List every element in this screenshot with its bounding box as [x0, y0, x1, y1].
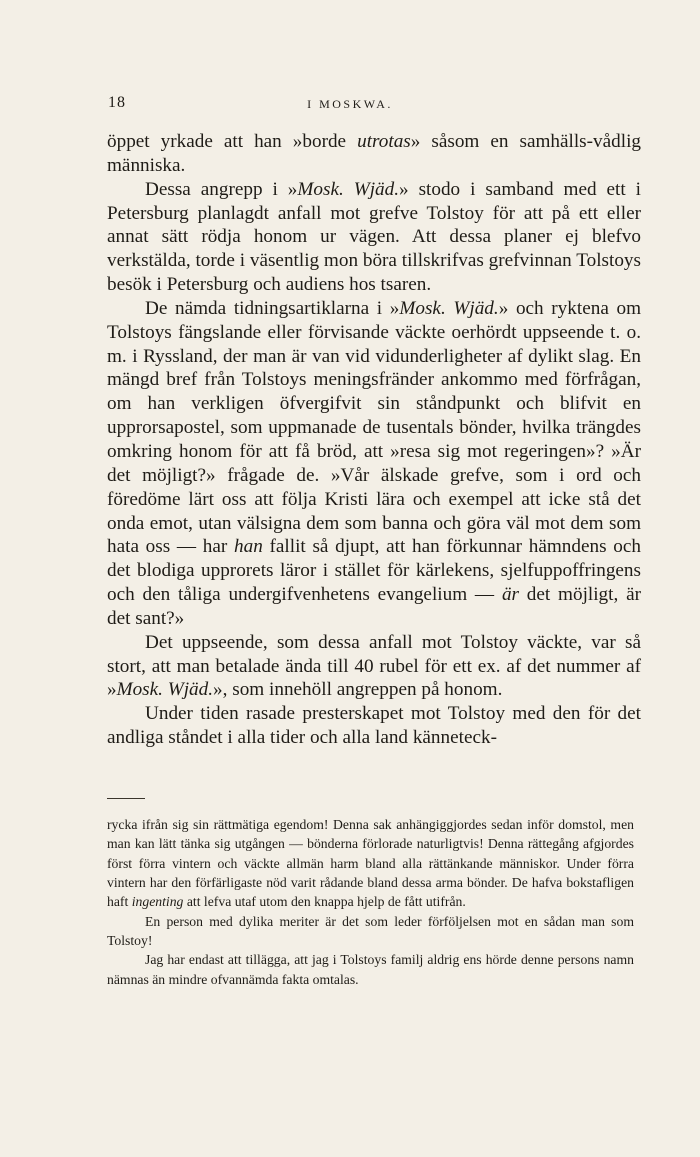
paragraph-3-text-c: fallit så djupt, att han förkunnar hämndens och det blodiga upprorets läror i stället för kärlekens, sjelfuppoffringens och den tåliga undergifvenhetens evangelium —	[107, 536, 641, 606]
paragraph-3-italic-1: Mosk. Wjäd.	[399, 297, 499, 319]
footnote-2: En person med dylika meriter är det som leder förföljelsen mot en sådan man som Tolstoy!	[107, 913, 634, 949]
footnote-1	[107, 815, 634, 912]
paragraph-5	[107, 702, 641, 750]
paragraph-1-text-a: öppet yrkade att han »borde	[107, 131, 358, 152]
page-number: 18	[108, 94, 126, 111]
paragraph-2-text-a: Dessa angrepp i »	[145, 178, 298, 200]
paragraph-1-italic-1: utrotas	[357, 131, 411, 152]
paragraph-4	[107, 631, 641, 703]
paragraph-4-italic-1: Mosk. Wjäd.	[116, 679, 214, 701]
paragraph-3-text-b: » och ryktena om Tolstoys fängslande eller förvisande väckte oerhördt uppseende t. o. m. i Ryssland, der man är van vid vidunderligheter af dylikt slag. En mängd bref från Tolstoys meningsfränder ankommo med förfrågan, om han verkligen öfvergifvit sin ståndpunkt och blifvit en upprorsapostel, som uppmanade de tusentals bönder, hvilka trängdes omkring honom för att få bröd, att »resa sig mot regeringen»? »Är det möjligt?» frågade de. »Vår älskade grefve, som i ord och föredöme lärt oss att följa Kristi lära och exempel att icke stå det onda emot, utan välsigna dem som banna och göra väl mot dem som hata oss — har	[107, 297, 641, 558]
paragraph-4-text-a: Det uppseende, som dessa anfall mot Tolstoy väckte, var så stort, att man betalade ända till 40 rubel för ett ex. af det nummer af »	[107, 631, 641, 701]
paragraph-2-italic-1: Mosk. Wjäd.	[297, 178, 400, 200]
paragraph-4-text-b: », som innehöll angreppen på honom.	[213, 679, 503, 701]
paragraph-5-text-a: Under tiden rasade presterskapet mot Tolstoy med den för det andliga ståndet i alla tider och alla land känneteck-	[107, 703, 641, 749]
paragraph-3-text-a: De nämda tidningsartiklarna i »	[145, 297, 400, 319]
paragraph-3-italic-3: är	[501, 584, 519, 606]
paragraph-3-text-d: det möjligt, är det sant?»	[107, 584, 641, 629]
footnote-3: Jag har endast att tillägga, att jag i Tolstoys familj aldrig ens hörde denne persons namn nämnas än mindre ofvannämda fakta omtalas.	[107, 952, 634, 987]
paragraph-1-text-b: » såsom en samhälls-vådlig människa.	[107, 131, 641, 176]
footnote-1-italic-1: ingenting	[131, 894, 184, 910]
footnote-divider	[107, 798, 145, 799]
paragraph-2	[107, 178, 641, 297]
paragraph-1	[107, 130, 641, 178]
footnotes	[107, 815, 634, 989]
footnote-1-text-a: rycka ifrån sig sin rättmätiga egendom! Denna sak anhängiggjordes sedan inför domstol, men man kan lätt tänka sig utgången — bönderna förlorade naturligtvis! Denna rättegång afgjordes först förra vintern och väckte allmän harm bland alla rättänkande människor. Under förra vintern har den förfärligaste nöd varit rådande bland dessa arma bönder. De hafva bokstafligen haft	[107, 817, 634, 910]
footnote-1-text-b: att lefva utaf utom den knappa hjelp de fått utifrån.	[183, 894, 466, 910]
running-title: I MOSKWA.	[307, 97, 393, 111]
paragraph-3	[107, 297, 641, 631]
main-text	[107, 130, 641, 750]
paragraph-2-text-b: » stodo i samband med ett i Petersburg planlagdt anfall mot grefve Tolstoy för att på ett eller annat sätt rödja honom ur vägen. Att dessa planer ej blefvo verkstälda, torde i väsentlig mon böra tillskrifvas grefvinnan Tolstoys besök i Petersburg och audiens hos tsaren.	[107, 178, 641, 296]
paragraph-3-italic-2: han	[234, 536, 263, 558]
